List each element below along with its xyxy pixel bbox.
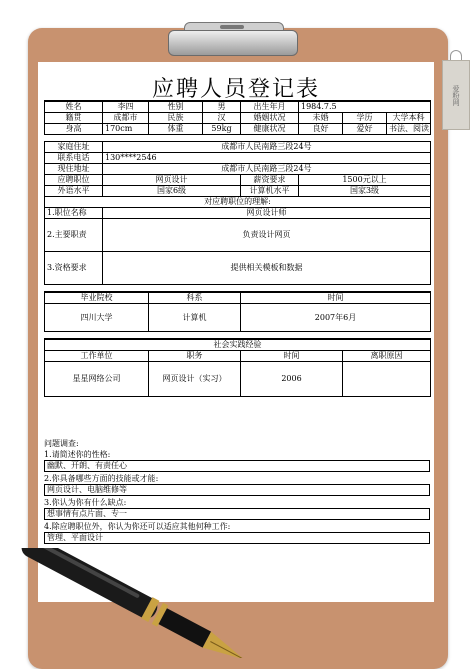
understanding-header: 对应聘职位的理解: bbox=[45, 197, 431, 208]
job-req-value[interactable]: 提供相关模板和数据 bbox=[103, 252, 431, 285]
row-basic-1 bbox=[45, 101, 431, 113]
phone-value[interactable]: 130****2546 bbox=[103, 153, 431, 164]
position-label: 应聘职位 bbox=[45, 175, 103, 186]
hobby-value[interactable]: 书法、阅读 bbox=[387, 124, 431, 135]
experience-header: 社会实践经验 bbox=[45, 339, 431, 351]
salary-label: 薪资要求 bbox=[241, 175, 299, 186]
question-3: 3.你认为你有什么缺点: bbox=[44, 498, 127, 507]
answer-2[interactable]: 网页设计、电脑维修等 bbox=[44, 484, 430, 496]
clip-hole bbox=[220, 25, 244, 29]
job-req-label: 3.资格要求 bbox=[45, 252, 103, 285]
binder-clip bbox=[168, 30, 298, 56]
time-header: 时间 bbox=[241, 292, 431, 304]
hobby-label: 爱好 bbox=[343, 124, 387, 135]
question-4: 4.除应聘职位外，你认为你还可以适应其他何种工作: bbox=[44, 522, 231, 531]
spacer bbox=[45, 285, 431, 293]
form-title: 应聘人员登记表 bbox=[151, 77, 320, 102]
lang-label: 外语水平 bbox=[45, 186, 103, 197]
marital-value[interactable]: 未婚 bbox=[299, 113, 343, 124]
row-understanding bbox=[45, 197, 431, 208]
exp-reason[interactable] bbox=[343, 362, 431, 397]
lang-value[interactable]: 国家6级 bbox=[103, 186, 241, 197]
computer-value[interactable]: 国家3级 bbox=[299, 186, 431, 197]
dept-header: 科系 bbox=[149, 292, 241, 304]
job-title-value[interactable]: 网页设计师 bbox=[103, 208, 431, 219]
weight-label: 体重 bbox=[149, 124, 203, 135]
row-language bbox=[45, 186, 431, 197]
birth-label: 出生年月 bbox=[241, 101, 299, 113]
exp-company[interactable]: 星星网络公司 bbox=[45, 362, 149, 397]
answer-1[interactable]: 幽默、开朗、有责任心 bbox=[44, 460, 430, 472]
row-exp-columns bbox=[45, 351, 431, 362]
job-duty-value[interactable]: 负责设计网页 bbox=[103, 219, 431, 252]
row-job-req bbox=[45, 252, 431, 285]
home-label: 家庭住址 bbox=[45, 142, 103, 153]
time-value[interactable]: 2007年6月 bbox=[241, 304, 431, 332]
job-title-label: 1.职位名称 bbox=[45, 208, 103, 219]
birth-value[interactable]: 1984.7.5 bbox=[299, 101, 431, 113]
tag-text: 爱粉网 bbox=[452, 84, 460, 106]
health-value[interactable]: 良好 bbox=[299, 124, 343, 135]
gender-value[interactable]: 男 bbox=[203, 101, 241, 113]
registration-form bbox=[44, 100, 431, 397]
salary-value[interactable]: 1500元以上 bbox=[299, 175, 431, 186]
edu-value[interactable]: 大学本科 bbox=[387, 113, 431, 124]
name-label: 姓名 bbox=[45, 101, 103, 113]
row-job-title bbox=[45, 208, 431, 219]
hang-tag bbox=[442, 60, 470, 130]
ethnic-value[interactable]: 汉 bbox=[203, 113, 241, 124]
origin-value[interactable]: 成都市 bbox=[103, 113, 149, 124]
row-job-duty bbox=[45, 219, 431, 252]
row-phone bbox=[45, 153, 431, 164]
dept-value[interactable]: 计算机 bbox=[149, 304, 241, 332]
survey-section bbox=[44, 438, 430, 545]
gender-label: 性别 bbox=[149, 101, 203, 113]
current-value[interactable]: 成都市人民南路三段24号 bbox=[103, 164, 431, 175]
exp-role[interactable]: 网页设计（实习） bbox=[149, 362, 241, 397]
height-value[interactable]: 170cm bbox=[103, 124, 149, 135]
current-label: 现住地址 bbox=[45, 164, 103, 175]
question-1: 1.请简述你的性格: bbox=[44, 450, 111, 459]
row-exp bbox=[45, 362, 431, 397]
exp-col-company: 工作单位 bbox=[45, 351, 149, 362]
position-value[interactable]: 网页设计 bbox=[103, 175, 241, 186]
phone-label: 联系电话 bbox=[45, 153, 103, 164]
marital-label: 婚姻状况 bbox=[241, 113, 299, 124]
row-position bbox=[45, 175, 431, 186]
spacer bbox=[45, 332, 431, 340]
name-value[interactable]: 李四 bbox=[103, 101, 149, 113]
exp-year[interactable]: 2006 bbox=[241, 362, 343, 397]
weight-value[interactable]: 59kg bbox=[203, 124, 241, 135]
row-basic-3 bbox=[45, 124, 431, 135]
exp-col-role: 职务 bbox=[149, 351, 241, 362]
fountain-pen-icon bbox=[8, 548, 268, 658]
exp-col-reason: 离职原因 bbox=[343, 351, 431, 362]
exp-col-time: 时间 bbox=[241, 351, 343, 362]
question-2: 2.你具备哪些方面的技能或才能: bbox=[44, 474, 159, 483]
school-value[interactable]: 四川大学 bbox=[45, 304, 149, 332]
edu-label: 学历 bbox=[343, 113, 387, 124]
height-label: 身高 bbox=[45, 124, 103, 135]
answer-4[interactable]: 管理、平面设计 bbox=[44, 532, 430, 544]
ethnic-label: 民族 bbox=[149, 113, 203, 124]
computer-label: 计算机水平 bbox=[241, 186, 299, 197]
origin-label: 籍贯 bbox=[45, 113, 103, 124]
home-value[interactable]: 成都市人民南路三段24号 bbox=[103, 142, 431, 153]
row-home bbox=[45, 142, 431, 153]
survey-title: 问题调查: bbox=[44, 439, 79, 448]
row-exp-header bbox=[45, 339, 431, 351]
row-current bbox=[45, 164, 431, 175]
row-edu-header bbox=[45, 292, 431, 304]
answer-3[interactable]: 想事情有点片面、专一 bbox=[44, 508, 430, 520]
row-basic-2 bbox=[45, 113, 431, 124]
spacer bbox=[45, 135, 431, 142]
health-label: 健康状况 bbox=[241, 124, 299, 135]
school-header: 毕业院校 bbox=[45, 292, 149, 304]
row-edu bbox=[45, 304, 431, 332]
job-duty-label: 2.主要职责 bbox=[45, 219, 103, 252]
